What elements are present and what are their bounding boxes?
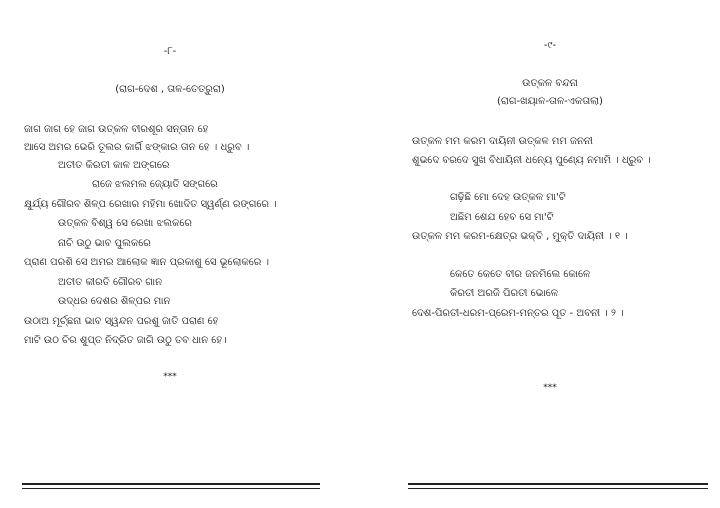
right-page: [390, 0, 720, 508]
verse-line: ନାଚି ଉଠୁ ଭାବ ପୁଲକରେ: [58, 238, 151, 249]
separator: ***: [543, 383, 557, 393]
raga-line: (ରାଗ-ଦେଶ , ତାଳ-ତେତ୍ରୁରା): [115, 84, 225, 95]
verse-line: ଗଢ଼ିଛି ମୋ ଦେହ ଉତ୍କଳ ମା'ଟି: [450, 192, 566, 203]
footer-rule-thin: [22, 488, 320, 489]
verse-line: ଅଛିମ ଶେଯ ହେବ ସେ ମା'ଟି: [450, 212, 554, 223]
footer-rule-thick: [22, 483, 320, 485]
verse-line: ଉତ୍କଳ ବିଶ୍ୱ ସେ ରେଖା ଝଲକରେ: [58, 218, 192, 229]
verse-line: ଉଠାଅ ମୂର୍ଚ୍ଛନା ଭାବ ସ୍ୱନ୍ଦନ ପରଶୁ ଜାତି ପରାଣ ହେ: [24, 316, 219, 327]
verse-line: ଅତୀତ କିରତୀ କାଳ ଅଙ୍ଗରେ: [58, 160, 170, 171]
verse-line: ଆସେ ଅମର ଭେରି ତୂଲର କାର୍ଗି ଝଙ୍କାର ତାନ ହେ । ଧ୍ରୁବ ।: [24, 142, 250, 153]
song-title: ଉତ୍କଳ ବନ୍ଦନା: [522, 78, 578, 89]
verse-line: ଜାଗ ଜାଗ ହେ ଜାଗ ଉତ୍କଳ ବୀରଶୂର ସନ୍ତାନ ହେ: [24, 124, 209, 135]
verse-line: ପ୍ରାଣ ପରଶି ସେ ଅମର ଆଲୋକ ଜ୍ଞାନ ପ୍ରକାଶୁ ସେ ଭୂଲୋକରେ ।: [24, 257, 270, 268]
verse-line: ଶୁଭଦେ ବରଦେ ସୁଖ ବିଧାୟିନୀ ଧନ୍ୟେ ପୁଣ୍ୟେ ନମାମି । ଧ୍ରୁବ ।: [412, 155, 651, 166]
verse-line: ଦେଶ-ପିରତୀ-ଧରମ-ପ୍ରେମ-ମନ୍ତର ପୂତ - ଅବନୀ । ୨ ।: [412, 308, 624, 319]
left-page: [0, 0, 340, 508]
page-number: -୮-: [163, 46, 177, 57]
verse-line: କେତେ କେତେ ବୀର ଜନମିଲେ କୋଳେ: [450, 269, 591, 280]
footer-rule-thick: [408, 483, 708, 485]
verse-line: ରାଜେ ଝଲମଲ ଜ୍ୟୋତି ସଙ୍ଗରେ: [92, 179, 218, 190]
separator: ***: [163, 372, 177, 382]
verse-line: କ୍ଷୁର୍ଯ୍ୟ ଗୌରବ ଶିଳ୍ପ ରେଖାର ମହିମା ଖୋଦିତ ସ୍ୱର୍ଣ୍ଣ ରଙ୍ଗରେ ।: [24, 199, 277, 210]
footer-rule-thin: [408, 488, 708, 489]
verse-line: ଉତ୍କଳ ମମ କରମ ଦାୟିନୀ ଉତ୍କଳ ମମ ଜନନୀ: [412, 136, 593, 147]
verse-line: ଅତୀତ କୀରତି ଗୌରବ ଗାନ: [58, 277, 163, 288]
page-number: -୯-: [543, 40, 557, 51]
raga-line: (ରାଗ-ଖୟାଳ-ତାଳ-ଏକତାଲା): [497, 96, 603, 107]
verse-line: ମାଟି ଉଠ ଚିର ଶୁପ୍ତ ନିଦ୍ରିତ ଜାଗି ଉଠୁ ତବ ଧାନ ହେ।: [24, 335, 227, 346]
verse-line: ଉଦ୍ଧର ଦେଶର ଶିଳ୍ପର ମାନ: [58, 296, 171, 307]
verse-line: ଉତ୍କଳ ମମ କରମ-କ୍ଷେତ୍ର ଭକ୍ତି , ମୁକ୍ତି ଦାୟିନୀ । ୧ ।: [412, 231, 628, 242]
verse-line: କିରତୀ ଅରଜି ପିରତୀ ଭୋଳେ: [450, 288, 558, 299]
